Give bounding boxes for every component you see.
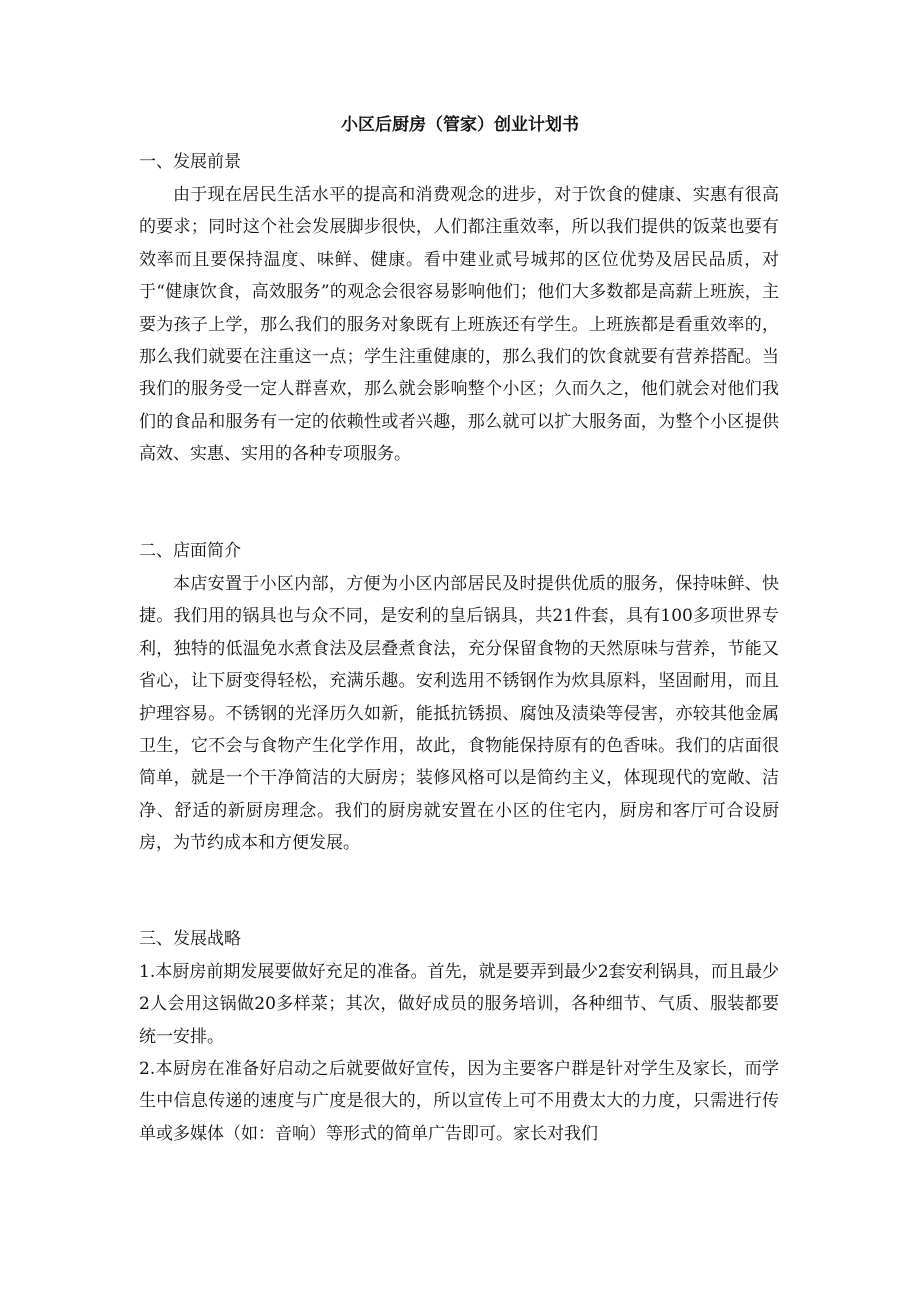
section-heading-prospects: 一、发展前景 [139,152,241,172]
paragraph-store-intro: 本店安置于小区内部，方便为小区内部居民及时提供优质的服务，保持味鲜、快捷。我们用的锅具也与众不同，是安利的皇后锅具，共21件套，具有100多项世界专利，独特的低温免水煮食法及层叠煮食法，充分保留食物的天然原味与营养，节能又省心，让下厨变得轻松，充满乐趣。安利选用不锈钢作为炊具原料，坚固耐用，而且护理容易。不锈钢的光泽历久如新，能抵抗锈损、腐蚀及渍染等侵害，亦较其他金属卫生，它不会与食物产生化学作用，故此，食物能保持原有的色香味。我们的店面很简单，就是一个干净简洁的大厨房；装修风格可以是简约主义，体现现代的宽敞、洁净、舒适的新厨房理念。我们的厨房就安置在小区的住宅内，厨房和客厅可合设厨房，为节约成本和方便发展。 [139,574,779,854]
section-heading-store-intro: 二、店面简介 [139,541,241,561]
paragraph-strategy-2: 2.本厨房在准备好启动之后就要做好宣传，因为主要客户群是针对学生及家长，而学生中信息传递的速度与广度是很大的，所以宣传上可不用费太大的力度，只需进行传单或多媒体（如：音响）等形式的简单广告即可。家长对我们 [139,1059,779,1144]
document-title: 小区后厨房（管家）创业计划书 [341,115,579,135]
section-heading-strategy: 三、发展战略 [139,929,241,949]
paragraph-strategy-1: 1.本厨房前期发展要做好充足的准备。首先，就是要弄到最少2套安利锅具，而且最少2人会用这锅做20多样菜；其次，做好成员的服务培训，各种细节、气质、服装都要统一安排。 [139,962,779,1047]
paragraph-prospects: 由于现在居民生活水平的提高和消费观念的进步，对于饮食的健康、实惠有很高的要求；同时这个社会发展脚步很快，人们都注重效率，所以我们提供的饭菜也要有效率而且要保持温度、味鲜、健康。看中建业贰号城邦的区位优势及居民品质，对于“健康饮食，高效服务”的观念会很容易影响他们；他们大多数都是高薪上班族，主要为孩子上学，那么我们的服务对象既有上班族还有学生。上班族都是看重效率的，那么我们就要在注重这一点；学生注重健康的，那么我们的饮食就要有营养搭配。当我们的服务受一定人群喜欢，那么就会影响整个小区；久而久之，他们就会对他们我们的食品和服务有一定的依赖性或者兴趣，那么就可以扩大服务面，为整个小区提供高效、实惠、实用的各种专项服务。 [139,185,779,465]
